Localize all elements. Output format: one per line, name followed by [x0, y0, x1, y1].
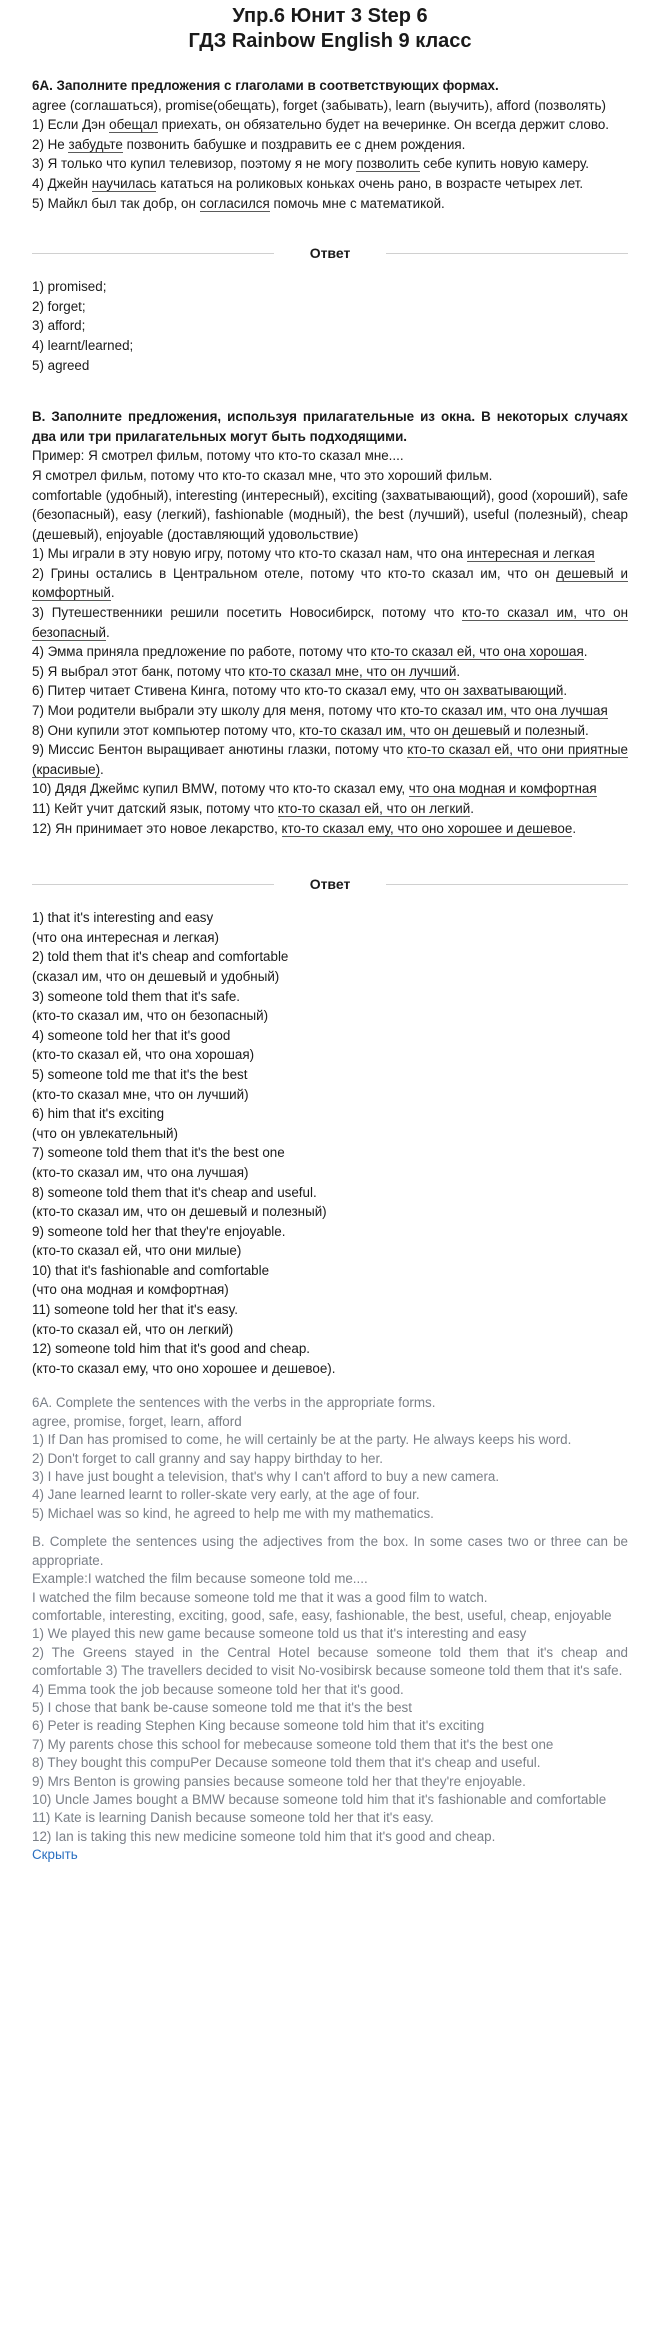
english-line: Example:I watched the film because someone told me....: [32, 1571, 368, 1587]
answer-line: 9) someone told her that they're enjoyable.: [32, 1223, 286, 1239]
english-line: 5) Michael was so kind, he agreed to help me with my mathematics.: [32, 1505, 434, 1521]
item-text: .: [106, 624, 110, 640]
item-text: 3) Я только что купил телевизор, поэтому я не могу: [32, 156, 357, 172]
item-answer-underlined: позволить: [356, 156, 420, 172]
divider-line: [32, 253, 274, 254]
english-part-a: [32, 1394, 628, 1523]
answer-line: 6) him that it's exciting: [32, 1106, 165, 1122]
item-answer-underlined: кто-то сказал мне, что он лучший: [248, 663, 457, 679]
answer-line: (кто-то сказал ей, что они милые): [32, 1243, 242, 1259]
task-b-adjectives: comfortable (удобный), interesting (интересный), exciting (захватывающий), good (хороший), safe (безопасный), easy (легкий), fashionable (модный), the best (лучший), useful (полезный), cheap (дешевый), enjoyable (доставляющий удовольствие): [32, 487, 628, 542]
answer-line: (что она интересная и легкая): [32, 929, 219, 945]
item-text: 2) Не: [32, 136, 69, 152]
item-text: 7) Мои родители выбрали эту школу для меня, потому что: [32, 703, 401, 719]
item-text: .: [110, 585, 115, 601]
english-line: 9) Mrs Benton is growing pansies because someone told her that they're enjoyable.: [32, 1773, 526, 1789]
answer-divider-1: [32, 245, 628, 261]
item-text: себе купить новую камеру.: [419, 156, 589, 172]
answer-line: 2) forget;: [32, 298, 86, 314]
exercise-item: [32, 115, 628, 135]
item-text: .: [456, 663, 461, 679]
item-text: 1) Если Дэн: [32, 117, 110, 133]
english-line: B. Complete the sentences using the adjectives from the box. In some cases two or three can be appropriate.: [32, 1534, 628, 1568]
item-text: 4) Джейн: [32, 175, 92, 191]
exercise-item: [32, 603, 628, 642]
exercise-item: [32, 544, 628, 564]
answer-line: 4) learnt/learned;: [32, 337, 134, 353]
item-text: 4) Эмма приняла предложение по работе, потому что: [32, 644, 371, 660]
english-line: 4) Emma took the job because someone told her that it's good.: [32, 1681, 404, 1697]
answer-divider-2: [32, 876, 628, 892]
exercise-item: [32, 154, 628, 174]
answer-line: (кто-то сказал им, что он дешевый и полезный): [32, 1204, 327, 1220]
english-line: 2) The Greens stayed in the Central Hotel because someone told them that it's cheap and comfortable 3) The travellers decided to visit No-vosibirsk because someone told them that it's safe.: [32, 1644, 628, 1679]
exercise-item: [32, 779, 628, 799]
answer-line: 7) someone told them that it's the best one: [32, 1145, 285, 1161]
answer-line: (кто-то сказал им, что она лучшая): [32, 1164, 249, 1180]
item-text: .: [563, 683, 568, 699]
answer-line: 3) afford;: [32, 318, 86, 334]
item-text: .: [583, 644, 588, 660]
answer-line: (что она модная и комфортная): [32, 1282, 229, 1298]
answer-line: 8) someone told them that it's cheap and useful.: [32, 1184, 317, 1200]
item-answer-underlined: обещал: [109, 117, 158, 133]
item-text: 2) Грины остались в Центральном отеле, потому что кто-то сказал им, что он: [32, 565, 557, 581]
english-line: 5) I chose that bank be-cause someone told me that it's the best: [32, 1699, 412, 1715]
item-answer-underlined: кто-то сказал им, что он безопасный: [32, 605, 628, 640]
task-6a-verbs: agree (соглашаться), promise(обещать), forget (забывать), learn (выучить), afford (позволять): [32, 97, 606, 113]
item-text: 11) Кейт учит датский язык, потому что: [32, 801, 278, 816]
title-line-2: ГДЗ Rainbow English 9 класс: [188, 30, 472, 52]
english-line: 1) We played this new game because someone told us that it's interesting and easy: [32, 1626, 527, 1642]
page-title: [32, 4, 628, 54]
answer-line: (кто-то сказал мне, что он лучший): [32, 1086, 249, 1102]
english-line: 2) Don't forget to call granny and say happy birthday to her.: [32, 1450, 383, 1466]
english-line: 6A. Complete the sentences with the verbs in the appropriate forms.: [32, 1395, 436, 1411]
answer-line: (кто-то сказал им, что он безопасный): [32, 1008, 269, 1024]
item-answer-underlined: интересная и легкая: [466, 546, 595, 562]
item-text: 10) Дядя Джеймс купил BMW, потому что кто-то сказал ему,: [32, 781, 409, 797]
item-text: .: [585, 722, 589, 738]
english-line: 12) Ian is taking this new medicine someone told him that it's good and cheap.: [32, 1828, 496, 1844]
english-line: 11) Kate is learning Danish because someone told her that it's easy.: [32, 1810, 434, 1826]
english-line: 1) If Dan has promised to come, he will certainly be at the party. He always keeps his word.: [32, 1432, 572, 1448]
item-answer-underlined: что он захватывающий: [420, 683, 564, 699]
exercise-item: [32, 681, 628, 701]
answer-line: (сказал им, что он дешевый и удобный): [32, 968, 280, 984]
answer-line: (что он увлекательный): [32, 1125, 178, 1141]
item-answer-underlined: дешевый и комфортный: [32, 565, 628, 601]
answer-line: 5) agreed: [32, 357, 90, 373]
item-answer-underlined: научилась: [91, 175, 157, 191]
item-text: 5) Майкл был так добр, он: [32, 195, 200, 211]
exercise-item: [32, 564, 628, 603]
english-line: 10) Uncle James bought a BMW because someone told him that it's fashionable and comfortable: [32, 1791, 607, 1807]
answer-line: (кто-то сказал ей, что она хорошая): [32, 1047, 255, 1063]
task-6a-items: [32, 115, 628, 213]
english-line: 6) Peter is reading Stephen King because someone told him that it's exciting: [32, 1718, 485, 1734]
english-line: 7) My parents chose this school for mebecause someone told them that it's the best one: [32, 1736, 554, 1752]
item-answer-underlined: кто-то сказал им, что она лучшая: [400, 703, 608, 719]
answer-line: 1) that it's interesting and easy: [32, 910, 214, 926]
task-b-heading: B. Заполните предложения, используя прилагательные из окна. В некоторых случаях два или три прилагательных могут быть подходящими.: [32, 409, 628, 444]
item-text: 12) Ян принимает это новое лекарство,: [32, 820, 282, 836]
item-text: приехать, он обязательно будет на вечеринке. Он всегда держит слово.: [157, 117, 610, 133]
task-b-example-2: Я смотрел фильм, потому что кто-то сказал мне, что это хороший фильм.: [32, 467, 493, 483]
answer-line: 10) that it's fashionable and comfortable: [32, 1262, 270, 1278]
exercise-item: [32, 194, 628, 214]
item-answer-underlined: кто-то сказал ему, что оно хорошее и дешевое: [281, 820, 573, 836]
title-line-1: Упр.6 Юнит 3 Step 6: [232, 5, 428, 27]
item-answer-underlined: кто-то сказал ей, что он легкий: [277, 801, 471, 816]
item-text: 5) Я выбрал этот банк, потому что: [32, 663, 249, 679]
task-b-example-1: Пример: Я смотрел фильм, потому что кто-то сказал мне....: [32, 448, 404, 464]
exercise-item: [32, 701, 628, 721]
answer-line: 1) promised;: [32, 279, 107, 295]
english-line: agree, promise, forget, learn, afford: [32, 1413, 242, 1429]
task-b: [32, 407, 628, 838]
item-text: кататься на роликовых коньках очень рано, в возрасте четырех лет.: [156, 175, 584, 191]
task-b-items: [32, 544, 628, 838]
english-line: 8) They bought this compuPer Decause someone told them that it's cheap and useful.: [32, 1755, 541, 1771]
item-text: 6) Питер читает Стивена Кинга, потому что кто-то сказал ему,: [32, 683, 421, 699]
exercise-item: [32, 174, 628, 194]
answer-line: 5) someone told me that it's the best: [32, 1066, 248, 1082]
item-text: 1) Мы играли в эту новую игру, потому что кто-то сказал нам, что она: [32, 546, 467, 562]
item-answer-underlined: согласился: [199, 195, 270, 211]
exercise-item: [32, 819, 628, 839]
item-answer-underlined: кто-то сказал ей, что она хорошая: [370, 644, 584, 660]
exercise-item: [32, 662, 628, 682]
english-line: comfortable, interesting, exciting, good, safe, easy, fashionable, the best, useful, cheap, enjoyable: [32, 1607, 612, 1623]
divider-line: [386, 884, 628, 885]
item-text: 9) Миссис Бентон выращивает анютины глазки, потому что: [32, 742, 408, 758]
answer-label: Ответ: [309, 876, 351, 893]
item-text: .: [470, 801, 474, 816]
english-line: I watched the film because someone told me that it was a good film to watch.: [32, 1589, 488, 1605]
item-answer-underlined: забудьте: [68, 136, 123, 152]
answer-line: 11) someone told her that it's easy.: [32, 1302, 239, 1318]
item-text: помочь мне с математикой.: [269, 195, 445, 211]
item-answer-underlined: кто-то сказал им, что он дешевый и полезный: [299, 722, 586, 738]
answer-line: 3) someone told them that it's safe.: [32, 988, 240, 1004]
item-answer-underlined: кто-то сказал ей, что они приятные (красивые): [32, 742, 628, 777]
answer-line: (кто-то сказал ему, что оно хорошее и дешевое).: [32, 1360, 336, 1376]
item-text: 3) Путешественники решили посетить Новосибирск, потому что: [32, 605, 463, 621]
item-text: .: [572, 820, 577, 836]
item-text: 8) Они купили этот компьютер потому что,: [32, 722, 300, 738]
divider-line: [32, 884, 274, 885]
answers-6a: [32, 277, 628, 375]
answer-line: (кто-то сказал ей, что он легкий): [32, 1321, 234, 1337]
answer-line: 12) someone told him that it's good and cheap.: [32, 1341, 310, 1357]
english-original: [32, 1394, 628, 1846]
english-part-b: [32, 1533, 628, 1846]
task-6a: [32, 76, 628, 213]
answers-b: [32, 908, 628, 1378]
collapse-link[interactable]: Скрыть: [32, 1847, 78, 1863]
divider-line: [386, 253, 628, 254]
english-line: 3) I have just bought a television, that's why I can't afford to buy a new camera.: [32, 1469, 500, 1485]
item-text: .: [100, 761, 104, 777]
item-answer-underlined: что она модная и комфортная: [408, 781, 597, 797]
english-line: 4) Jane learned learnt to roller-skate very early, at the age of four.: [32, 1487, 420, 1503]
answer-line: 4) someone told her that it's good: [32, 1027, 231, 1043]
answer-label: Ответ: [309, 245, 351, 262]
exercise-item: [32, 740, 628, 779]
exercise-item: [32, 799, 628, 819]
exercise-item: [32, 721, 628, 741]
exercise-item: [32, 135, 628, 155]
item-text: позвонить бабушке и поздравить ее с днем рождения.: [122, 136, 466, 152]
exercise-item: [32, 642, 628, 662]
task-6a-heading: 6А. Заполните предложения с глаголами в соответствующих формах.: [32, 78, 499, 93]
answer-line: 2) told them that it's cheap and comfortable: [32, 949, 289, 965]
